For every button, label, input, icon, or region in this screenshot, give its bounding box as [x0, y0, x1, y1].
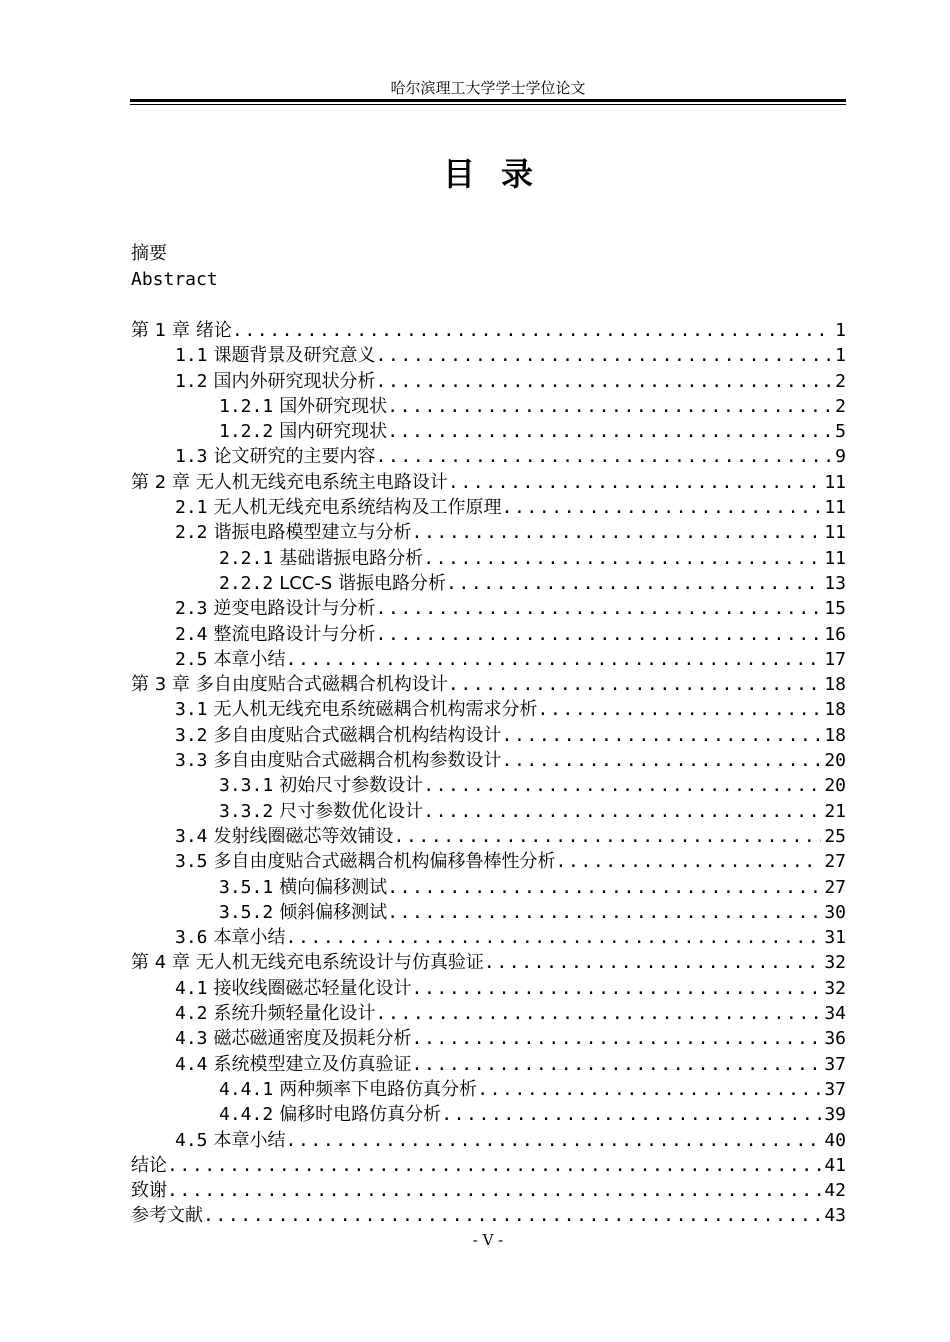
toc-entry-number: 4.1 [175, 977, 208, 999]
toc-dot-leader [448, 470, 821, 495]
toc-dot-leader [387, 419, 832, 444]
header-rule-thick [130, 99, 846, 102]
toc-dot-leader [167, 1178, 821, 1203]
toc-entry[interactable] [131, 672, 846, 697]
toc-dot-leader [394, 824, 822, 849]
toc-dot-leader [502, 748, 822, 773]
toc-entry[interactable] [131, 925, 846, 950]
toc-entry-title: 本章小结 [213, 1129, 286, 1151]
toc-entry-page: 11 [824, 547, 846, 569]
toc-entry-page: 18 [824, 699, 846, 721]
toc-entry-page: 9 [835, 446, 846, 468]
toc-entry[interactable] [131, 419, 846, 444]
toc-dot-leader [203, 1203, 821, 1228]
toc-entry-title: 接收线圈磁芯轻量化设计 [213, 977, 412, 999]
toc-entry[interactable] [131, 875, 846, 900]
toc-entry-title: 系统模型建立及仿真验证 [213, 1053, 412, 1075]
toc-dot-leader [376, 596, 822, 621]
toc-entry-number: 3.3 [175, 750, 208, 772]
toc-entry-title: 无人机无线充电系统结构及工作原理 [213, 497, 502, 519]
running-header-title: 哈尔滨理工大学学士学位论文 [390, 79, 586, 97]
toc-entry-title: 偏移时电路仿真分析 [279, 1104, 442, 1126]
toc-entry-title: 本章小结 [213, 927, 286, 949]
toc-entry-title: 无人机无线充电系统主电路设计 [195, 471, 448, 493]
toc-entry-page: 1 [835, 345, 846, 367]
header-rule-thin [130, 104, 846, 105]
page-number-footer: - V - [472, 1231, 504, 1249]
toc-entry[interactable] [131, 394, 846, 419]
toc-entry-page: 25 [824, 825, 846, 847]
toc-entry-title: LCC-S 谐振电路分析 [279, 572, 446, 594]
toc-entry-page: 31 [824, 927, 846, 949]
toc-entry-number: 3.5.1 [219, 876, 274, 898]
toc-entry-page: 37 [824, 1078, 846, 1100]
toc-entry-page: 27 [824, 876, 846, 898]
toc-entry-title: 发射线圈磁芯等效铺设 [213, 825, 394, 847]
toc-entry-title: 论文研究的主要内容 [213, 446, 376, 468]
toc-entry-number: 3.2 [175, 724, 208, 746]
toc-entry-title: 无人机无线充电系统磁耦合机构需求分析 [213, 699, 538, 721]
toc-entry-page: 34 [824, 1003, 846, 1025]
toc-entry-title: 磁芯磁通密度及损耗分析 [213, 1028, 412, 1050]
toc-entry[interactable] [131, 1153, 846, 1178]
toc-entry-page: 40 [824, 1129, 846, 1151]
toc-entry-page: 41 [824, 1154, 846, 1176]
toc-entry-page: 5 [835, 421, 846, 443]
toc-entry-page: 2 [835, 370, 846, 392]
toc-entry-number: 1.1 [175, 345, 208, 367]
toc-entry-title: 国内外研究现状分析 [213, 370, 376, 392]
toc-entry-number: 3.4 [175, 825, 208, 847]
toc-entry-page: 11 [824, 522, 846, 544]
toc-dot-leader [412, 1026, 822, 1051]
front-matter-abstract-en[interactable]: Abstract [131, 269, 218, 290]
toc-entry-page: 39 [824, 1104, 846, 1126]
toc-entry[interactable] [131, 1001, 846, 1026]
toc-entry-title: 结论 [131, 1154, 167, 1176]
toc-entry[interactable] [131, 1052, 846, 1077]
toc-entry-title: 课题背景及研究意义 [213, 345, 376, 367]
toc-entry-page: 1 [835, 320, 846, 341]
toc-dot-leader [538, 697, 822, 722]
toc-entry-page: 20 [824, 750, 846, 772]
toc-entry-page: 36 [824, 1028, 846, 1050]
toc-entry-title: 尺寸参数优化设计 [279, 800, 424, 822]
toc-entry-number: 2.2 [175, 522, 208, 544]
toc-dot-leader [412, 520, 822, 545]
toc-entry-number: 2.2.1 [219, 547, 274, 569]
toc-entry-number: 3.1 [175, 699, 208, 721]
toc-dot-leader [446, 571, 821, 596]
toc-entry-title: 国内研究现状 [279, 421, 388, 443]
toc-entry-page: 43 [824, 1205, 846, 1227]
toc-entry[interactable] [131, 1102, 846, 1127]
toc-entry-title: 绪论 [195, 320, 232, 341]
toc-entry-number: 1.2.2 [219, 421, 274, 443]
toc-entry[interactable] [131, 369, 846, 394]
toc-dot-leader [376, 444, 833, 469]
toc-entry[interactable] [131, 976, 846, 1001]
front-matter-abstract-cn[interactable]: 摘要 [131, 243, 167, 264]
toc-entry-title: 系统升频轻量化设计 [213, 1003, 376, 1025]
toc-entry[interactable] [131, 900, 846, 925]
toc-dot-leader [376, 622, 822, 647]
toc-entry-page: 20 [824, 775, 846, 797]
toc-entry-number: 1.3 [175, 446, 208, 468]
toc-entry[interactable] [131, 950, 846, 975]
toc-entry[interactable] [131, 318, 846, 343]
toc-entry-page: 18 [824, 724, 846, 746]
toc-entry-page: 37 [824, 1053, 846, 1075]
toc-entry[interactable] [131, 1178, 846, 1203]
toc-entry-number: 3.6 [175, 927, 208, 949]
toc-entry-title: 参考文献 [131, 1205, 203, 1227]
toc-entry[interactable] [131, 622, 846, 647]
toc-entry-number: 第 2 章 [131, 471, 190, 493]
toc-entry[interactable] [131, 824, 846, 849]
toc-dot-leader [423, 546, 821, 571]
toc-entry-number: 4.3 [175, 1028, 208, 1050]
toc-entry-page: 11 [824, 497, 846, 519]
toc-entry-number: 3.3.2 [219, 800, 274, 822]
toc-entry-title: 国外研究现状 [279, 395, 388, 417]
toc-entry[interactable] [131, 571, 846, 596]
toc-dot-leader [376, 1001, 822, 1026]
toc-entry-number: 4.2 [175, 1003, 208, 1025]
toc-entry[interactable] [131, 495, 846, 520]
toc-entry-page: 16 [824, 623, 846, 645]
toc-entry-number: 第 1 章 [131, 320, 190, 341]
toc-dot-leader [387, 394, 832, 419]
toc-dot-leader [286, 925, 822, 950]
toc-entry-title: 基础谐振电路分析 [279, 547, 424, 569]
toc-entry-title: 横向偏移测试 [279, 876, 388, 898]
toc-entry-number: 4.4.1 [219, 1078, 274, 1100]
toc-dot-leader [167, 1153, 821, 1178]
toc-entry-title: 本章小结 [213, 648, 286, 670]
toc-entry[interactable] [131, 723, 846, 748]
table-of-contents [131, 318, 846, 1229]
toc-entry[interactable] [131, 697, 846, 722]
toc-dot-leader [502, 495, 822, 520]
toc-entry-page: 32 [824, 977, 846, 999]
toc-entry[interactable] [131, 343, 846, 368]
toc-dot-leader [556, 849, 822, 874]
toc-entry-number: 2.3 [175, 598, 208, 620]
toc-entry[interactable] [131, 1026, 846, 1051]
toc-entry-title: 多自由度贴合式磁耦合机构结构设计 [213, 724, 502, 746]
toc-entry-title: 无人机无线充电系统设计与仿真验证 [195, 952, 484, 974]
toc-entry[interactable] [131, 470, 846, 495]
toc-entry-number: 第 4 章 [131, 952, 190, 974]
toc-entry-number: 3.3.1 [219, 775, 274, 797]
toc-entry[interactable] [131, 748, 846, 773]
toc-dot-leader [286, 1128, 822, 1153]
toc-dot-leader [423, 773, 821, 798]
toc-entry-page: 30 [824, 901, 846, 923]
toc-entry[interactable] [131, 546, 846, 571]
toc-dot-leader [387, 900, 821, 925]
toc-entry[interactable] [131, 520, 846, 545]
toc-dot-leader [387, 875, 821, 900]
toc-entry-page: 17 [824, 648, 846, 670]
toc-entry-title: 多自由度贴合式磁耦合机构偏移鲁棒性分析 [213, 851, 556, 873]
toc-entry-number: 4.5 [175, 1129, 208, 1151]
toc-entry-number: 1.2 [175, 370, 208, 392]
toc-entry-number: 2.1 [175, 497, 208, 519]
toc-entry-page: 21 [824, 800, 846, 822]
toc-dot-leader [412, 1052, 822, 1077]
toc-entry-number: 2.2.2 [219, 572, 274, 594]
toc-dot-leader [484, 950, 821, 975]
toc-entry[interactable] [131, 1128, 846, 1153]
toc-entry[interactable] [131, 1203, 846, 1228]
toc-entry-number: 2.4 [175, 623, 208, 645]
toc-dot-leader [477, 1077, 821, 1102]
toc-entry-number: 4.4 [175, 1053, 208, 1075]
toc-dot-leader [376, 369, 833, 394]
toc-entry[interactable] [131, 773, 846, 798]
toc-dot-leader [286, 647, 822, 672]
toc-dot-leader [376, 343, 833, 368]
toc-entry-page: 2 [835, 395, 846, 417]
toc-entry-number: 第 3 章 [131, 674, 190, 696]
toc-entry-number: 4.4.2 [219, 1104, 274, 1126]
toc-dot-leader [232, 318, 832, 343]
toc-entry-title: 多自由度贴合式磁耦合机构参数设计 [213, 750, 502, 772]
toc-entry-title: 整流电路设计与分析 [213, 623, 376, 645]
toc-entry-title: 初始尺寸参数设计 [279, 775, 424, 797]
toc-entry[interactable] [131, 647, 846, 672]
toc-entry-title: 倾斜偏移测试 [279, 901, 388, 923]
toc-entry-number: 3.5.2 [219, 901, 274, 923]
toc-heading: 目录 [442, 155, 559, 193]
toc-entry-title: 致谢 [131, 1180, 167, 1202]
toc-entry-page: 11 [824, 471, 846, 493]
toc-entry-title: 逆变电路设计与分析 [213, 598, 376, 620]
toc-dot-leader [441, 1102, 821, 1127]
toc-dot-leader [412, 976, 822, 1001]
toc-entry-title: 两种频率下电路仿真分析 [279, 1078, 478, 1100]
toc-dot-leader [502, 723, 822, 748]
toc-entry-page: 32 [824, 952, 846, 974]
toc-entry-number: 1.2.1 [219, 395, 274, 417]
toc-dot-leader [448, 672, 821, 697]
toc-entry-page: 15 [824, 598, 846, 620]
toc-entry[interactable] [131, 444, 846, 469]
toc-entry[interactable] [131, 1077, 846, 1102]
toc-entry-page: 13 [824, 572, 846, 594]
toc-dot-leader [423, 799, 821, 824]
toc-entry-page: 42 [824, 1180, 846, 1202]
toc-entry-title: 多自由度贴合式磁耦合机构设计 [195, 674, 448, 696]
toc-entry[interactable] [131, 849, 846, 874]
toc-entry-number: 3.5 [175, 851, 208, 873]
toc-entry-page: 27 [824, 851, 846, 873]
toc-entry[interactable] [131, 799, 846, 824]
toc-entry-title: 谐振电路模型建立与分析 [213, 522, 412, 544]
toc-entry-page: 18 [824, 674, 846, 696]
toc-entry[interactable] [131, 596, 846, 621]
toc-entry-number: 2.5 [175, 648, 208, 670]
